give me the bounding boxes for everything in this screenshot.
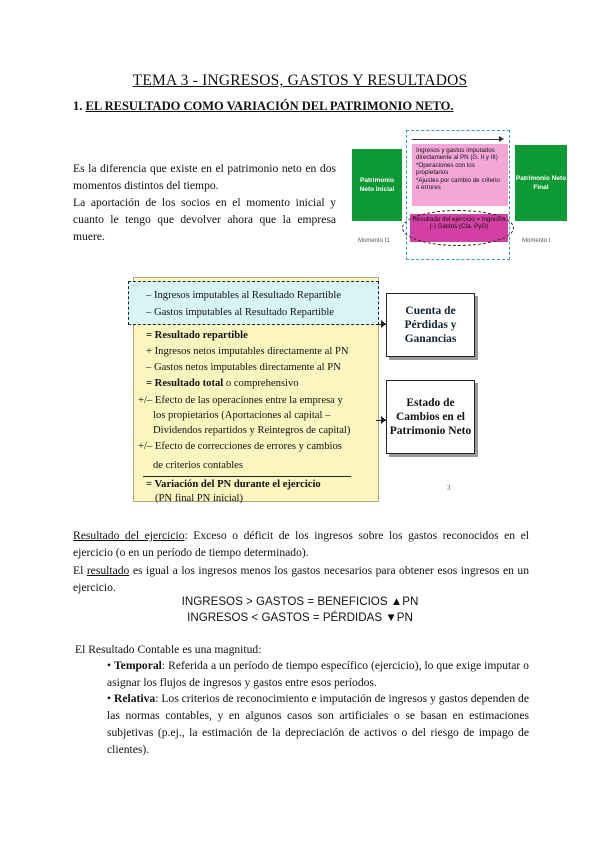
result-ellipse: [402, 210, 514, 246]
page-marker: 3: [447, 484, 451, 492]
resultado-ejercicio-term: Resultado del ejercicio: [73, 529, 185, 542]
section-heading-text: EL RESULTADO COMO VARIACIÓN DEL PATRIMONIO NETO.: [85, 99, 454, 113]
result-box: Resultado del ejercicio = Ingresos (-) Gastos (Cta. PyG): [410, 214, 508, 242]
intro-text: [73, 160, 336, 245]
efecto-ops-line2: los propietarios (Aportaciones al capital –: [153, 410, 331, 421]
resultado-pre: El: [73, 564, 87, 577]
pn-variation-diagram: [342, 128, 568, 258]
efecto-corr-line1: +/– Efecto de correcciones de errores y cambios: [138, 441, 342, 452]
resultado-total-bold: = Resultado total: [146, 378, 224, 389]
bullet-term: Relativa: [113, 692, 156, 705]
moment-initial-label: Momento t1: [358, 238, 390, 244]
time-arrow: [412, 139, 502, 140]
gastos-netos-line: – Gastos netos imputables directamente al PN: [146, 362, 341, 373]
ecpn-box: Estado de Cambios en el Patrimonio Neto: [386, 380, 475, 454]
section-number: 1.: [73, 99, 83, 113]
bullet-text: : Los criterios de reconocimiento e imputación de ingresos y gastos dependen de las normas contables, y en algunos casos son artificiales o se basan en estimaciones subjetivas (p.ej., la estimación de la depreciación de activos o del riesgo de impago de clientes).: [107, 692, 529, 756]
sum-rule: [143, 476, 351, 477]
ingresos-netos-line: + Ingresos netos imputables directamente al PN: [146, 346, 349, 357]
moment-final-label: Momento t: [522, 238, 551, 244]
arrow-head-icon: [499, 136, 504, 142]
resultado-repartible-text: = Resultado repartible: [146, 330, 248, 341]
section-heading: [73, 99, 454, 114]
pink-adjustments-box: [412, 144, 508, 206]
variacion-text: = Variación del PN durante el ejercicio: [146, 479, 321, 490]
magnitud-intro: El Resultado Contable es una magnitud:: [75, 643, 262, 656]
bullet-term: Temporal: [114, 659, 162, 672]
resultado-ejercicio-paragraph: [73, 527, 529, 561]
resultado-ejercicio-definition: : Exceso o déficit de los ingresos sobre los gastos reconocidos en el ejercicio (o en un período de tiempo determinado).: [73, 529, 529, 559]
resultado-total-line: [146, 377, 299, 391]
variacion-line: [146, 478, 321, 492]
resultado-repartible-line: [146, 329, 248, 343]
bullet-relativa: • Relativa: Los criterios de reconocimiento e imputación de ingresos y gastos dependen de las normas contables, y en algunos casos son artificiales o se basan en estimaciones subjetivas (p.ej., la estimación de la depreciación de activos o del riesgo de impago de clientes).: [107, 692, 529, 756]
resultado-definition-paragraph: [73, 562, 529, 596]
efecto-ops-line3: Dividendos repartidos y Reintegros de capital): [153, 425, 351, 436]
pink-line: *Operaciones con los propietarios: [416, 161, 475, 177]
pyg-box: Cuenta de Pérdidas y Ganancias: [386, 293, 475, 357]
efecto-ops-line1: +/– Efecto de las operaciones entre la empresa y: [138, 395, 343, 406]
variacion-sub-line: (PN final PN inicial): [155, 493, 243, 504]
intro-paragraph: La aportación de los socios en el momento inicial y cuanto le tengo que devolver ahora que la empresa muere.: [73, 196, 336, 243]
pn-initial-box: Patrimonio Neto Inicial: [352, 149, 402, 221]
resultado-total-rest: o comprehensivo: [223, 378, 299, 389]
intro-paragraph: Es la diferencia que existe en el patrimonio neto en dos momentos distintos del tiempo.: [73, 162, 336, 192]
page-title: TEMA 3 - INGRESOS, GASTOS Y RESULTADOS: [132, 72, 468, 89]
efecto-corr-line2: de criterios contables: [153, 460, 244, 471]
pink-line: *Ajustes por cambio de criterio o errores: [416, 176, 500, 192]
pink-line: Ingresos y gastos imputados directamente al PN (G. II y III): [416, 147, 498, 162]
bullet-temporal: • Temporal: Referida a un período de tiempo específico (ejercicio), lo que exige imputar o asignar los flujos de ingresos y gastos entre esos períodos.: [107, 659, 529, 689]
ingresos-imputables-line: – Ingresos imputables al Resultado Repartible: [146, 290, 342, 301]
formula-beneficios: INGRESOS > GASTOS = BENEFICIOS ▲PN: [181, 595, 419, 608]
resultado-term: resultado: [86, 564, 130, 577]
gastos-imputables-line: – Gastos imputables al Resultado Repartible: [146, 307, 335, 318]
bullet-text: : Referida a un período de tiempo específico (ejercicio), lo que exige imputar o asignar los flujos de ingresos y gastos entre esos períodos.: [107, 659, 529, 689]
resultado-post: es igual a los ingresos menos los gastos necesarios para obtener esos ingresos en un ejercicio.: [73, 564, 529, 594]
pn-final-box: Patrimonio Neto Final: [515, 145, 567, 221]
formula-perdidas: INGRESOS < GASTOS = PÉRDIDAS ▼PN: [187, 611, 413, 624]
